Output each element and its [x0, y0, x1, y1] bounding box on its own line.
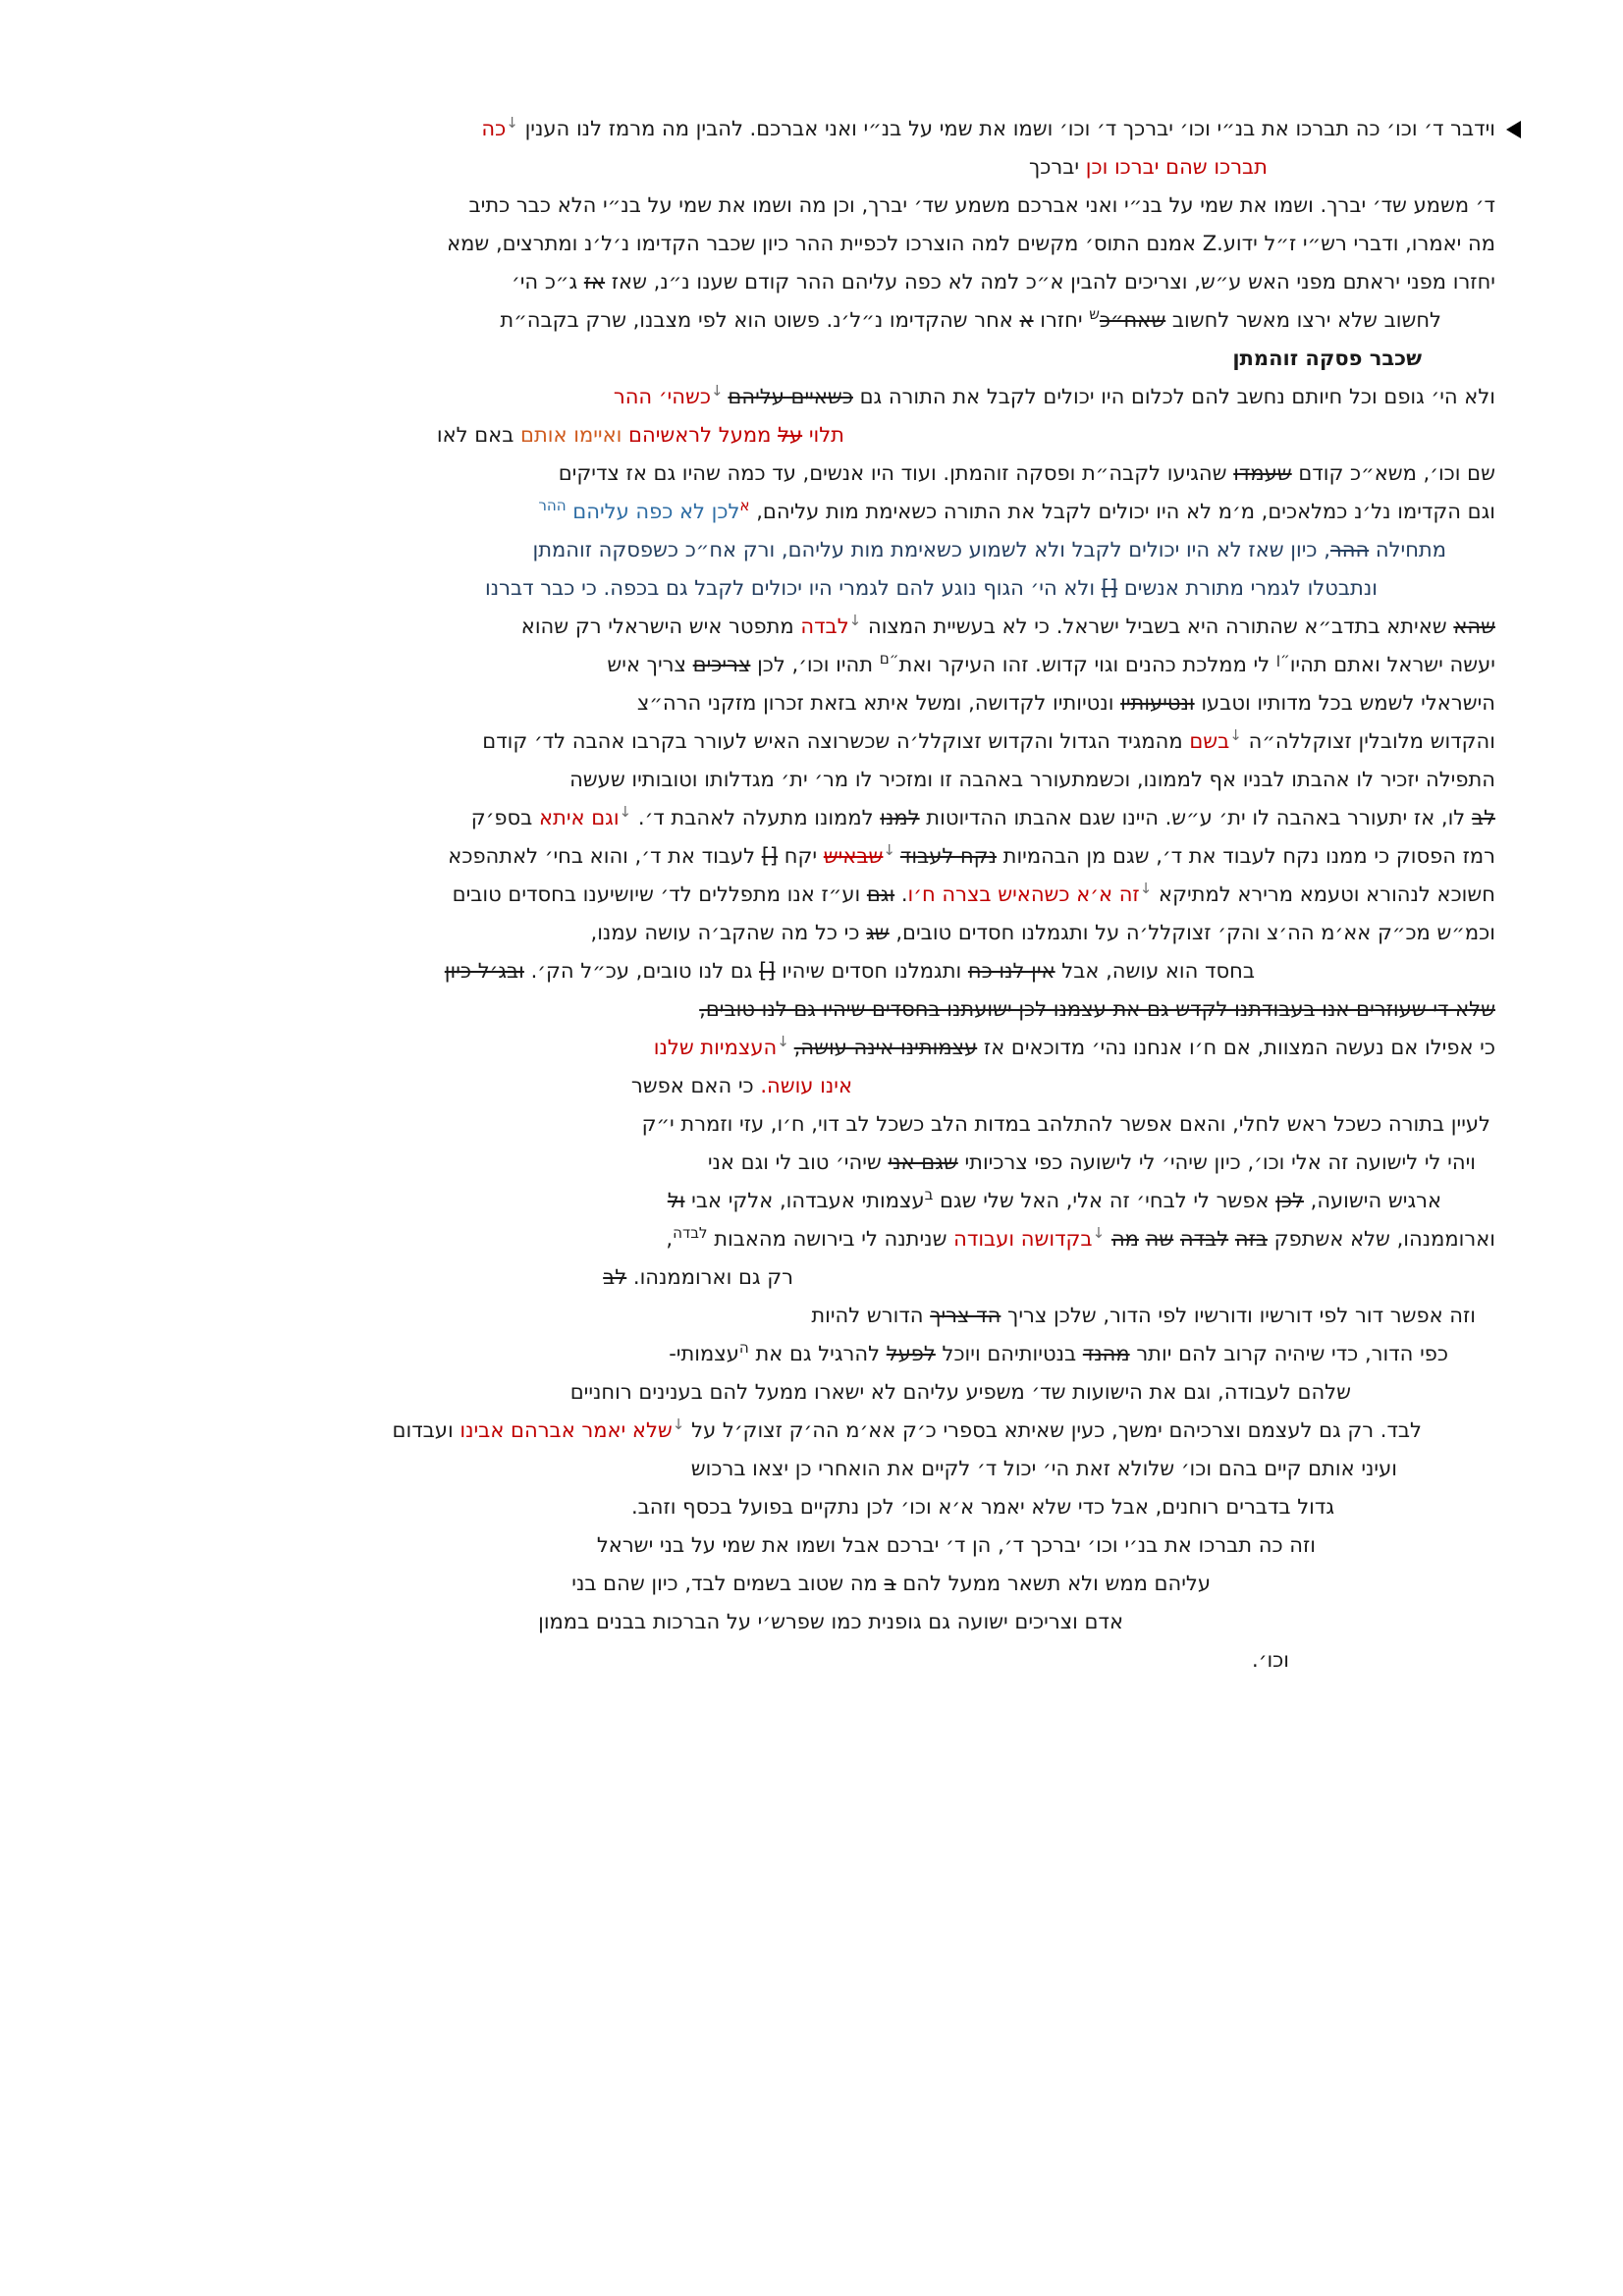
- deleted-text: שאח״כ: [1099, 308, 1166, 332]
- inserted-text-red: ממעל לראשיהם: [622, 423, 779, 447]
- inserted-text-red: העצמיות שלנו: [653, 1036, 778, 1059]
- text-run: יקח: [778, 844, 824, 868]
- text-line-29: [59, 1182, 1495, 1220]
- inserted-text-navy: מתחילה: [1369, 538, 1446, 561]
- text-run: כפי הדור, כדי שיהיה קרוב להם יותר: [1129, 1342, 1448, 1365]
- text-run: ויהי לי לישועה זה אלי וכו׳, כיון שיהי׳ לי לישועה כפי צרכיותי: [957, 1150, 1476, 1174]
- deleted-text: א: [1019, 308, 1034, 332]
- deleted-text: ב: [884, 1572, 896, 1595]
- text-line-9: [59, 416, 1495, 454]
- text-run: וגם הקדימו נל׳נ כמלאכים, מ׳מ לא היו יכולים לקבל את התורה כשאימת מות עליהם,: [749, 500, 1495, 523]
- deleted-text: לב: [1471, 806, 1495, 829]
- text-run: עצמותי אעבדהו, אלקי אבי: [684, 1189, 925, 1212]
- text-line-39: [59, 1565, 1495, 1603]
- deleted-text: לפעל: [886, 1342, 936, 1365]
- superscript-insert: ב: [924, 1186, 934, 1203]
- inserted-text-red: תברכו שהם יברכו וכן: [1079, 155, 1268, 179]
- text-run: לעבוד את ד׳, והוא בחי׳ לאתהפכא: [448, 844, 762, 868]
- text-run: [1173, 1227, 1180, 1251]
- comment-arrow-icon: ↓: [1092, 1224, 1106, 1242]
- deleted-text: אין לנו כח: [967, 959, 1055, 983]
- text-run: צריך איש: [607, 653, 693, 676]
- deleted-text-navy: []: [1101, 576, 1118, 600]
- text-run: וארוממנהו, שלא אשתפק: [1268, 1227, 1495, 1251]
- deleted-text: שהא: [1453, 614, 1495, 638]
- text-run: וידבר ד׳ וכו׳ כה תברכו את בנ״י וכו׳ יברכך ד׳ וכו׳ ושמו את שמי על בנ״י ואני אברכם. להבין מה מרמז לנו הענין: [517, 117, 1495, 140]
- text-run: לחשוב שלא ירצו מאשר לחשוב: [1165, 308, 1441, 332]
- text-run: שלהם לעבודה, וגם את הישועות שד׳ משפיע עליהם לא ישארו ממעל להם בענינים רוחניים: [569, 1380, 1351, 1404]
- text-run: יחזרו מפני יראתם מפני האש ע״ש, וצריכים להבין א״כ למה לא כפה עליהם ההר קודם שענו נ״נ, שאז: [605, 270, 1495, 294]
- inserted-text-red: בקדושה ועבודה: [953, 1227, 1093, 1251]
- text-run: ועיני אותם קיים בהם וכו׳ שלולא זאת הי׳ יכול ד׳ לקיים את הואחרי כן יצאו ברכוש: [690, 1457, 1397, 1480]
- inserted-deleted-text-red: על: [778, 423, 803, 447]
- text-line-27: [59, 1105, 1495, 1144]
- deleted-text: ובג׳ל כיון: [444, 959, 524, 983]
- deleted-text: לב: [603, 1265, 627, 1289]
- deleted-text: הד צריך: [930, 1304, 1001, 1327]
- comment-arrow-icon: ↓: [710, 382, 729, 400]
- text-run: כי אפילו אם נעשה המצוות, אם ח׳ו אנחנו נהי׳ מדוכאים אז: [977, 1036, 1495, 1059]
- deleted-text: מהנד: [1082, 1342, 1130, 1365]
- text-run: לו, אז יתעורר באהבה לו ית׳ ע״ש. היינו שגם אהבתו ההדיוטות: [919, 806, 1472, 829]
- inserted-text-navy: , כיון שאז לא היו יכולים לקבל ולא לשמוע כשאימת מות עליהם, ורק אח״כ כשפסקה זוהמתן: [532, 538, 1330, 561]
- text-run: [1139, 1227, 1146, 1251]
- deleted-text: כשאיים עליהם: [728, 385, 853, 408]
- deleted-text: לכן: [1275, 1189, 1304, 1212]
- text-line-28: [59, 1144, 1495, 1182]
- text-line-6: [59, 301, 1495, 340]
- text-line-37: [59, 1488, 1495, 1526]
- superscript-insert: ה: [738, 1339, 749, 1357]
- text-run: לממונו מתעלה לאהבת ד׳.: [631, 806, 881, 829]
- inserted-text-blue: לכן לא כפה עליהם: [566, 500, 740, 523]
- deleted-text: שלא די שעוזרים אנו בעבודתנו לקדש גם את עצמנו לכן ישועתנו בחסדים שיהיו גם לנו טובים,: [699, 997, 1495, 1021]
- deleted-text: נקח לעבוד: [899, 844, 997, 868]
- text-line-36: [59, 1450, 1495, 1488]
- text-line-38: [59, 1526, 1495, 1565]
- text-run: ונטיותיו לקדושה, ומשל איתא בזאת זכרון מזקני הרה״צ: [636, 691, 1121, 715]
- inserted-text-red: אינו עושה.: [760, 1074, 852, 1097]
- text-run: יעשה ישראל ואתם תהיו: [1289, 653, 1495, 676]
- comment-arrow-icon: ↓: [1229, 726, 1242, 744]
- text-run: וכמ״ש מכ״ק אא׳מ הה׳צ והק׳ זצוקלל׳ה על ותגמלנו חסדים טובים,: [889, 921, 1495, 944]
- text-line-21: [59, 876, 1495, 914]
- text-run: מתפטר איש הישראלי רק שהוא: [520, 614, 801, 638]
- inserted-text-navy: ולא הי׳ הגוף נוגע להם לגמרי היו יכולים לקבל גם בכפה. כי כבר דברנו: [485, 576, 1102, 600]
- text-line-20: [59, 837, 1495, 876]
- superscript-insert-red: א: [739, 497, 750, 514]
- superscript-insert: ״ם: [879, 650, 899, 667]
- text-line-7: [59, 340, 1495, 378]
- deleted-text: ול: [667, 1189, 685, 1212]
- text-line-19: [59, 799, 1495, 837]
- text-run: .: [894, 882, 908, 906]
- comment-arrow-icon: ↓: [672, 1415, 685, 1433]
- text-run: בספ׳ק: [470, 806, 539, 829]
- heading-bold-text: שכבר פסקה זוהמתן: [1232, 347, 1422, 370]
- text-run: הישראלי לשמש בכל מדותיו וטבעו: [1194, 691, 1495, 715]
- text-line-8: [59, 378, 1495, 416]
- text-line-4: [59, 225, 1495, 263]
- deleted-text: אז: [583, 270, 606, 294]
- text-line-1: [59, 110, 1495, 148]
- text-run: ולא הי׳ גופם וכל חיותם נחשב להם לכלום היו יכולים לקבל את התורה גם: [852, 385, 1495, 408]
- deleted-text: לבדה: [1179, 1227, 1229, 1251]
- deleted-text: שה: [1145, 1227, 1174, 1251]
- superscript-insert: ש: [1089, 305, 1100, 323]
- text-line-12: [59, 531, 1495, 569]
- text-run: יברכך: [1028, 155, 1080, 179]
- deleted-text: שעמדו: [1233, 461, 1292, 485]
- text-run: לבד. רק גם לעצמם וצרכיהם ימשך, כעין שאיתא בספרי כ׳ק אא׳מ הה׳ק זצוק׳ל על: [684, 1418, 1422, 1442]
- text-line-34: [59, 1373, 1495, 1412]
- deleted-text-navy: ההר: [1329, 538, 1370, 561]
- deleted-text: למנו: [880, 806, 920, 829]
- text-run: גם לנו טובים, עכ״ל הק׳.: [523, 959, 760, 983]
- text-run: רמז הפסוק כי ממנו נקח לעבוד את ד׳, שגם מן הבהמיות: [996, 844, 1495, 868]
- text-run: תהיו וכו׳, לכן: [750, 653, 880, 676]
- text-line-41: [59, 1641, 1495, 1680]
- text-run: שם וכו׳, משא״כ קודם: [1291, 461, 1495, 485]
- inserted-text-orange: ואיימו אותם: [520, 423, 622, 447]
- deleted-text: ונטיעותיו: [1120, 691, 1195, 715]
- comment-arrow-icon: ↓: [883, 841, 900, 859]
- text-run: התפילה יזכיר לו אהבתו לבניו אף לממונו, וכשמתעורר באהבה זו ומזכיר לו מר׳ ית׳ מגדלותו וטובותיו שעשה: [569, 768, 1495, 791]
- text-run: שאיתא בתדב״א שהתורה היא בשביל ישראל. כי לא בעשיית המצוה: [861, 614, 1454, 638]
- comment-arrow-icon: ↓: [848, 612, 862, 629]
- text-line-10: [59, 454, 1495, 493]
- inserted-text-navy: ונתבטלו לגמרי מתורת אנשים: [1117, 576, 1378, 600]
- text-run: וכו׳.: [1252, 1648, 1289, 1672]
- text-run: מהמגיד הגדול והקדוש זצוקלל׳ה שכשרוצה האיש לעורר בקרבו אהבה לד׳ קודם: [482, 729, 1190, 753]
- deleted-text: מה: [1110, 1227, 1139, 1251]
- text-run: עצמותי-: [669, 1342, 739, 1365]
- text-line-13: [59, 569, 1495, 608]
- comment-arrow-icon: ↓: [1139, 880, 1153, 897]
- text-run: שיהי׳ טוב לי וגם אני: [707, 1150, 889, 1174]
- inserted-text-red: כשהי׳ ההר: [613, 385, 711, 408]
- comment-arrow-icon: ↓: [619, 803, 632, 821]
- text-run: והקדוש מלובלין זצוקללה״ה: [1241, 729, 1495, 753]
- text-run: מה שטוב בשמים לבד, כיון שהם בני: [571, 1572, 885, 1595]
- text-run: גדול בדברים רוחנים, אבל כדי שלא יאמר א׳א וכו׳ לכן נתקיים בפועל בכסף וזהב.: [630, 1495, 1334, 1519]
- text-run: אפשר לי לבחי׳ זה אלי, האל שלי שגם: [933, 1189, 1276, 1212]
- text-line-31: [59, 1258, 1495, 1297]
- text-run: כי כל מה שהקב׳ה עושה עמנו,: [590, 921, 867, 944]
- inserted-text-red: כה: [481, 117, 507, 140]
- deleted-text: וגם: [866, 882, 895, 906]
- text-run: ועבדום: [392, 1418, 460, 1442]
- text-run: ותגמלנו חסדים שיהיו: [775, 959, 968, 983]
- text-run: חשוכא לנהורא וטעמא מרירא למתיקא: [1152, 882, 1495, 906]
- text-run: אחר שהקדימו נ״ל׳נ. פשוט הוא לפי מצבנו, שרק בקבה״ת: [500, 308, 1020, 332]
- deleted-text: צריכים: [692, 653, 751, 676]
- inserted-text-red: זה א׳א כשהאיש בצרה ח׳ו: [907, 882, 1140, 906]
- text-run: רק גם וארוממנהו.: [626, 1265, 793, 1289]
- text-run: לי ממלכת כהנים וגוי קדוש. זהו העיקר ואת: [898, 653, 1276, 676]
- text-line-25: [59, 1029, 1495, 1067]
- text-line-14: [59, 608, 1495, 646]
- text-run: שהגיעו לקבה״ת ופסקה זוהמתן. ועוד היו אנשים, עד כמה שהיו גם אז צדיקים: [558, 461, 1234, 485]
- inserted-deleted-text-red: שבאיש: [823, 844, 884, 868]
- text-run: בחסד הוא עושה, אבל: [1055, 959, 1255, 983]
- text-line-30: [59, 1220, 1495, 1258]
- text-run: ד׳ משמע שד׳ יברך. ושמו את שמי על בנ״י ואני אברכם משמע שד׳ יברך, וכן מה ושמו את שמי על בנ״י הלא כבר כתיב: [468, 193, 1495, 217]
- text-run: ,: [666, 1227, 674, 1251]
- text-line-11: [59, 493, 1495, 531]
- inserted-text-red: לבדה: [800, 614, 849, 638]
- text-run: באם לאו: [436, 423, 521, 447]
- superscript-insert-blue: ההר: [538, 497, 567, 514]
- text-run: לעיין בתורה כשכל ראש לחלי, והאם אפשר להתלהב במדות הלב כשכל לב דוי, ח׳ו, עזי וזמרת י״ק: [641, 1112, 1490, 1136]
- inserted-text-red: וגם איתא: [538, 806, 620, 829]
- text-line-33: [59, 1335, 1495, 1373]
- deleted-text: שג: [866, 921, 890, 944]
- text-run: וע״ז אנו מתפללים לד׳ שיושיענו בחסדים טובים: [452, 882, 867, 906]
- text-run: אדם וצריכים ישועה גם גופנית כמו שפרש׳י על הברכות בבנים בממון: [538, 1610, 1123, 1633]
- deleted-text: בזה: [1234, 1227, 1268, 1251]
- text-line-26: [59, 1067, 1495, 1105]
- text-run: הדורש להיות: [811, 1304, 931, 1327]
- text-line-35: [59, 1412, 1495, 1450]
- comment-arrow-icon: ↓: [506, 114, 518, 132]
- text-run: וזה אפשר דור לפי דורשיו ודורשיו לפי הדור, שלכן צריך: [1001, 1304, 1476, 1327]
- text-line-16: [59, 684, 1495, 722]
- text-run: [1228, 1227, 1235, 1251]
- text-run: שניתנה לי בירושה מהאבות: [707, 1227, 954, 1251]
- text-run: להרגיל גם את: [748, 1342, 887, 1365]
- text-run: בנטיותיהם ויוכל: [935, 1342, 1083, 1365]
- text-run: ג״כ הי׳: [512, 270, 584, 294]
- text-run: [1105, 1227, 1111, 1251]
- text-run: יחזרו: [1033, 308, 1090, 332]
- superscript-insert: לבדה: [673, 1224, 708, 1242]
- revision-marker-triangle-icon: [1506, 121, 1521, 138]
- deleted-text: []: [759, 959, 776, 983]
- deleted-text: עצמותינו אינה עושה,: [793, 1036, 978, 1059]
- deleted-text: []: [761, 844, 779, 868]
- text-run: עליהם ממש ולא תשאר ממעל להם: [895, 1572, 1211, 1595]
- text-line-24: [59, 990, 1495, 1029]
- text-line-3: [59, 187, 1495, 225]
- deleted-text: שגם אני: [888, 1150, 958, 1174]
- comment-arrow-icon: ↓: [777, 1033, 794, 1050]
- text-line-15: [59, 646, 1495, 684]
- text-run: כי האם אפשר: [630, 1074, 761, 1097]
- text-line-5: [59, 263, 1495, 301]
- text-run: ארגיש הישועה,: [1303, 1189, 1441, 1212]
- text-line-18: [59, 761, 1495, 799]
- text-line-17: [59, 722, 1495, 761]
- text-line-32: [59, 1297, 1495, 1335]
- text-run: מה יאמרו, ודברי רש״י ז״ל ידוע.Z אמנם התוס׳ מקשים למה הוצרכו לכפיית ההר כיון שכבר הקדימו נ׳ל׳נ ומתרצים, שמא: [447, 232, 1495, 255]
- inserted-text-red: בשם: [1189, 729, 1230, 753]
- text-line-40: [59, 1603, 1495, 1641]
- text-line-2: [59, 148, 1495, 187]
- text-run: וזה כה תברכו את בנ׳י וכו׳ יברכך ד׳, הן ד׳ יברכם אבל ושמו את שמי על בני ישראל: [596, 1533, 1316, 1557]
- text-line-22: [59, 914, 1495, 952]
- text-line-23: [59, 952, 1495, 990]
- superscript-insert: ״ן: [1275, 650, 1290, 667]
- inserted-text-red: תלוי: [802, 423, 844, 447]
- inserted-text-red: שלא יאמר אברהם אבינו: [460, 1418, 673, 1442]
